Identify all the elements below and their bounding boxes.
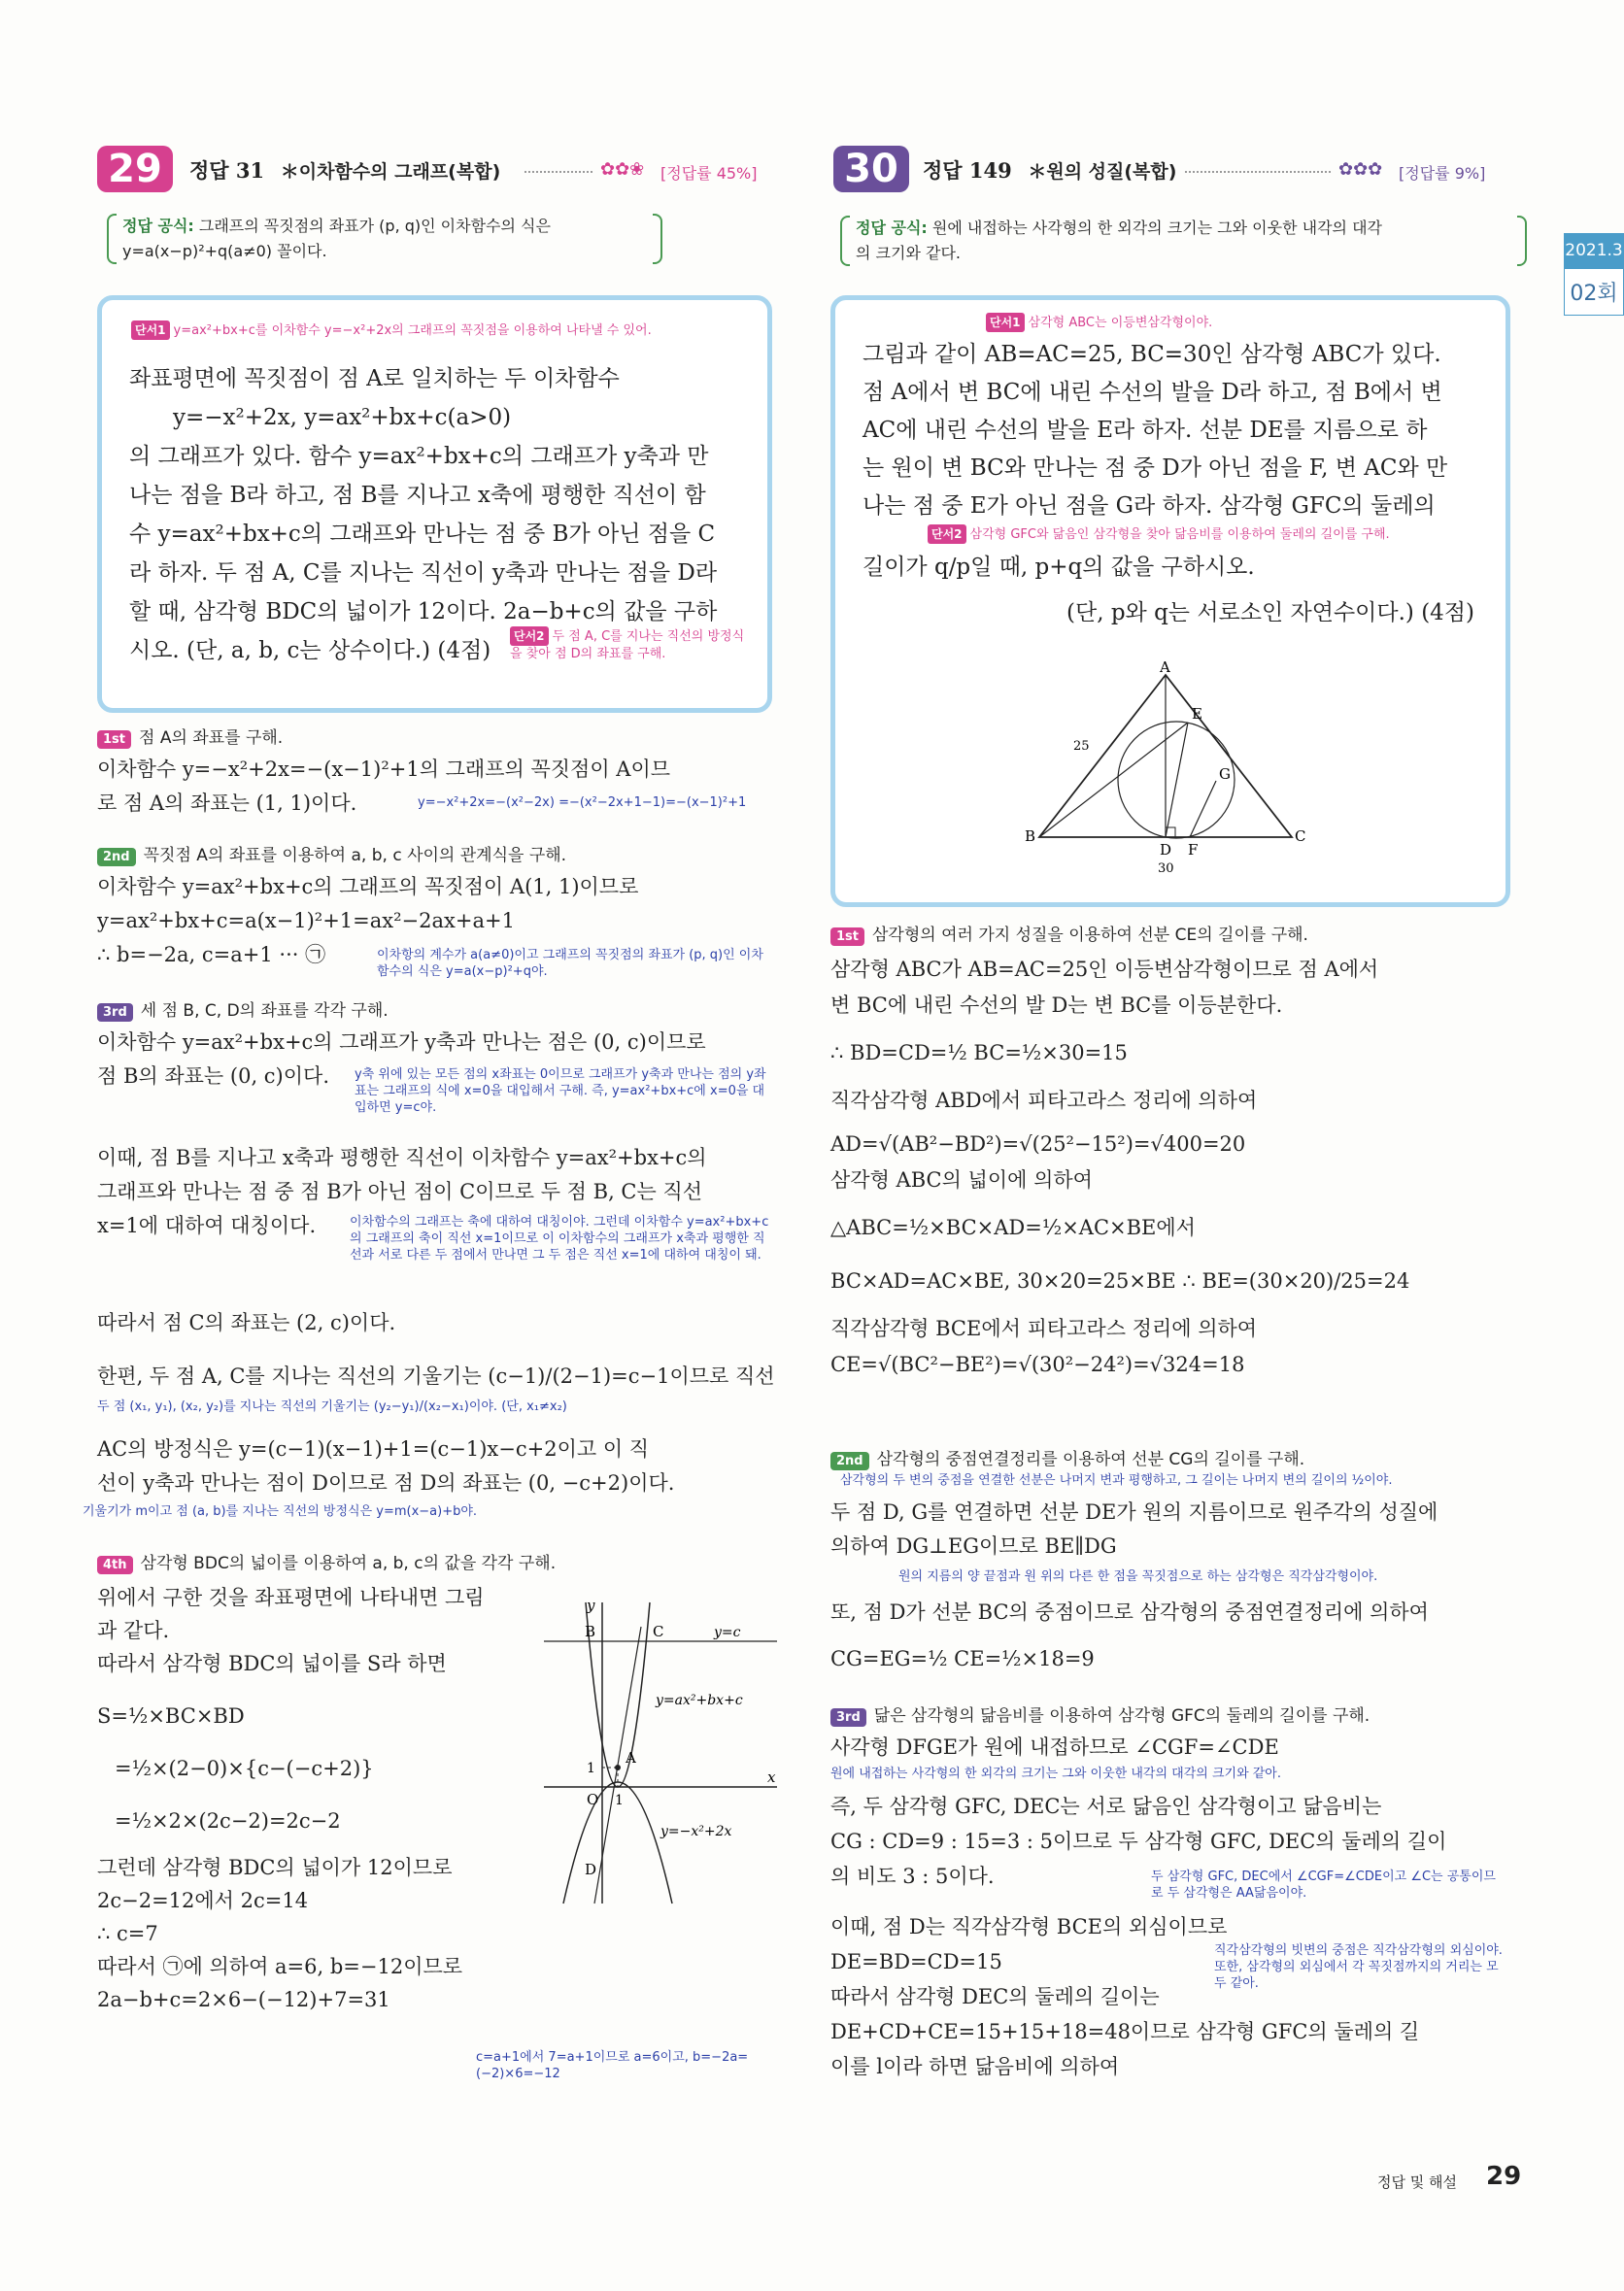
label-base: 30	[1158, 861, 1174, 876]
body-line: S=½×BC×BD	[97, 1704, 245, 1728]
hint-text: y=ax²+bx+c를 이차함수 y=−x²+2x의 그래프의 꼭짓점을 이용하여 나타낼 수 있어.	[173, 323, 652, 338]
answer-29: 정답 31	[189, 158, 265, 183]
body-line: 위에서 구한 것을 좌표평면에 나타내면 그림	[97, 1586, 485, 1609]
label-a: A	[1160, 658, 1170, 676]
rate-29: [정답률 45%]	[660, 164, 758, 183]
hint-29-1	[131, 320, 694, 340]
step-badge: 4th	[97, 1556, 133, 1574]
problem-line: 나는 점을 B라 하고, 점 B를 지나고 x축에 평행한 직선이 함	[129, 483, 706, 508]
label-b: B	[1025, 827, 1036, 845]
body-line: 또, 점 D가 선분 BC의 중점이므로 삼각형의 중점연결정리에 의하여	[830, 1600, 1429, 1624]
s29-3-note2: 이차함수의 그래프는 축에 대하여 대칭이야. 그런데 이차함수 y=ax²+bx+c의 그래프의 축이 직선 x=1이므로 이 이차함수의 그래프가 x축과 평행한 직선과 서로 다른 두 점에서 만나면 그 두 점은 직선 x=1에 대하여 대칭이 돼.	[350, 1215, 769, 1263]
dots-29	[524, 171, 592, 173]
s29-4-body	[97, 1581, 524, 2016]
step-30-1	[830, 921, 1308, 946]
formula-30	[840, 216, 1527, 266]
s30-3-body3	[830, 1909, 1510, 2084]
problem-line: 그림과 같이 AB=AC=25, BC=30인 삼각형 ABC가 있다.	[863, 342, 1441, 367]
step-29-2	[97, 841, 566, 866]
hint-tag: 단서1	[131, 320, 170, 340]
body-line: 2a−b+c=2×6−(−12)+7=31	[97, 1988, 390, 2011]
topic-29: ＊이차함수의 그래프(복합)	[280, 161, 501, 183]
s29-3-body5	[97, 1432, 777, 1500]
step-29-4	[97, 1549, 556, 1574]
label-curve1: y=ax²+bx+c	[656, 1693, 743, 1708]
body-line: 의 비도 3 : 5이다.	[830, 1865, 995, 1888]
body-line: 삼각형 ABC의 넓이에 의하여	[830, 1168, 1093, 1192]
body-line: △ABC=½×BC×AD=½×AC×BE에서	[830, 1216, 1196, 1239]
body-line: 이때, 점 B를 지나고 x축과 평행한 직선이 이차함수 y=ax²+bx+c의	[97, 1146, 707, 1169]
label-x: x	[767, 1769, 776, 1786]
problem-line: 라 하자. 두 점 A, C를 지나는 직선이 y축과 만나는 점을 D라	[129, 560, 718, 586]
label-o: O	[587, 1791, 599, 1808]
formula-line: 의 크기와 같다.	[856, 244, 961, 262]
difficulty-29: ✿✿❀	[600, 159, 645, 180]
body-line: x=1에 대하여 대칭이다.	[97, 1214, 317, 1237]
body-line: 변 BC에 내린 수선의 발 D는 변 BC를 이등분한다.	[830, 994, 1283, 1017]
label-d: D	[585, 1861, 597, 1878]
label-c: C	[653, 1623, 664, 1640]
body-line: 선이 y축과 만나는 점이 D이므로 점 D의 좌표는 (0, −c+2)이다.	[97, 1471, 675, 1495]
body-line: 2c−2=12에서 2c=14	[97, 1889, 309, 1912]
formula-label: 정답 공식:	[122, 217, 194, 235]
hint-30-1	[986, 313, 1374, 332]
body-line: y=ax²+bx+c=a(x−1)²+1=ax²−2ax+a+1	[97, 909, 515, 932]
body-line: 의하여 DG⊥EG이므로 BE∥DG	[830, 1534, 1117, 1558]
step-title: 점 A의 좌표를 구해.	[139, 728, 284, 748]
s29-3-note1: y축 위에 있는 모든 점의 x좌표는 0이므로 그래프가 y축과 만나는 점의 y좌표는 그래프의 식에 x=0을 대입해서 구해. 즉, y=ax²+bx+c에 x=0을 대입하면 y=c야.	[355, 1067, 766, 1115]
step-title: 삼각형 BDC의 넓이를 이용하여 a, b, c의 값을 각각 구해.	[140, 1554, 557, 1573]
formula-label: 정답 공식:	[856, 219, 928, 237]
exam-tab	[1564, 233, 1624, 316]
problem-line: 좌표평면에 꼭짓점이 점 A로 일치하는 두 이차함수	[129, 366, 620, 391]
s30-3-note1: 원에 내접하는 사각형의 한 외각의 크기는 그와 이웃한 내각의 대각의 크기와 같아.	[830, 1767, 1282, 1781]
step-title: 삼각형의 중점연결정리를 이용하여 선분 CG의 길이를 구해.	[876, 1450, 1305, 1469]
s29-4-note: c=a+1에서 7=a+1이므로 a=6이고, b=−2a=(−2)×6=−12	[476, 2050, 749, 2081]
exam-year: 2021.3	[1564, 233, 1624, 268]
step-badge: 2nd	[830, 1452, 869, 1470]
label-d: D	[1160, 841, 1172, 859]
problem-line: 길이가 q/p일 때, p+q의 값을 구하시오.	[863, 555, 1255, 580]
body-line: 과 같다.	[97, 1619, 170, 1642]
step-30-3	[830, 1701, 1370, 1727]
step-29-3	[97, 996, 389, 1022]
body-line: 이차함수 y=ax²+bx+c의 그래프가 y축과 만나는 점은 (0, c)이므로	[97, 1030, 706, 1054]
step-title: 세 점 B, C, D의 좌표를 각각 구해.	[140, 1001, 389, 1021]
difficulty-30: ✿✿✿	[1338, 159, 1383, 180]
label-line-c: y=c	[714, 1625, 741, 1640]
problem-line: 점 A에서 변 BC에 내린 수선의 발을 D라 하고, 점 B에서 변	[863, 380, 1442, 405]
step-badge: 2nd	[97, 848, 136, 866]
problem-30-header	[923, 155, 1176, 185]
problem-line: y=−x²+2x, y=ax²+bx+c(a>0)	[173, 405, 512, 430]
body-line: CG=EG=½ CE=½×18=9	[830, 1647, 1095, 1670]
formula-line: 원에 내접하는 사각형의 한 외각의 크기는 그와 이웃한 내각의 대각	[931, 219, 1382, 237]
hint-tag: 단서2	[510, 626, 549, 646]
label-1x: 1	[615, 1793, 624, 1808]
body-line: ∴ b=−2a, c=a+1 ··· ㉠	[97, 943, 326, 966]
segment-de	[1166, 723, 1188, 837]
body-line: 이차함수 y=−x²+2x=−(x−1)²+1의 그래프의 꼭짓점이 A이므	[97, 758, 671, 781]
s29-1-note: y=−x²+2x=−(x²−2x) =−(x²−2x+1−1)=−(x−1)²+1	[418, 795, 747, 810]
step-title: 꼭짓점 A의 좌표를 이용하여 a, b, c 사이의 관계식을 구해.	[143, 846, 567, 865]
s30-3-body: 사각형 DFGE가 원에 내접하므로 ∠CGF=∠CDE	[830, 1735, 1279, 1759]
step-badge: 1st	[97, 730, 131, 749]
body-line: CE=√(BC²−BE²)=√(30²−24²)=√324=18	[830, 1353, 1245, 1376]
body-line: 따라서 삼각형 BDC의 넓이를 S라 하면	[97, 1652, 447, 1675]
point-a	[615, 1765, 621, 1770]
label-c: C	[1295, 827, 1306, 845]
body-line: ∴ c=7	[97, 1922, 158, 1945]
topic-30: ＊원의 성질(복합)	[1028, 161, 1177, 183]
problem-30-text	[863, 336, 1494, 632]
body-line: CG : CD=9 : 15=3 : 5이므로 두 삼각형 GFC, DEC의 둘레의 길이	[830, 1830, 1447, 1853]
problem-29-header	[189, 155, 500, 185]
body-line: 직각삼각형 BCE에서 피타고라스 정리에 의하여	[830, 1317, 1258, 1340]
s30-2-body2	[830, 1593, 1510, 1678]
body-line: AC의 방정식은 y=(c−1)(x−1)+1=(c−1)x−c+2이고 이 직	[97, 1437, 650, 1461]
body-line: 두 점 D, G를 연결하면 선분 DE가 원의 지름이므로 원주각의 성질에	[830, 1500, 1438, 1524]
label-y: y	[587, 1597, 595, 1614]
body-line: DE=BD=CD=15	[830, 1950, 1002, 1973]
body-line: =½×2×(2c−2)=2c−2	[115, 1809, 341, 1833]
hint-tag: 단서1	[986, 313, 1025, 332]
problem-line: 시오. (단, a, b, c는 상수이다.) (4점)	[129, 638, 491, 663]
hint-text: 삼각형 ABC는 이등변삼각형이야.	[1028, 316, 1213, 330]
body-line: 점 B의 좌표는 (0, c)이다.	[97, 1064, 329, 1088]
problem-30-number: 30	[833, 146, 909, 192]
body-line: 직각삼각형 ABD에서 피타고라스 정리에 의하여	[830, 1089, 1258, 1112]
body-line: 그런데 삼각형 BDC의 넓이가 12이므로	[97, 1856, 453, 1879]
label-curve2: y=−x²+2x	[660, 1824, 732, 1839]
hint-text: 두 점 A, C를 지나는 직선의 방정식을 찾아 점 D의 좌표를 구해.	[510, 629, 745, 661]
formula-line: y=a(x−p)²+q(a≠0) 꼴이다.	[122, 242, 327, 260]
body-line: 삼각형 ABC가 AB=AC=25인 이등변삼각형이므로 점 A에서	[830, 958, 1379, 981]
label-f: F	[1188, 841, 1199, 859]
label-e: E	[1192, 705, 1202, 723]
dots-30	[1185, 171, 1331, 173]
s29-3-note3: 두 점 (x₁, y₁), (x₂, y₂)를 지나는 직선의 기울기는 (y₂−y₁)/(x₂−x₁)이야. (단, x₁≠x₂)	[97, 1399, 567, 1414]
s29-3-note4: 기울기가 m이고 점 (a, b)를 지나는 직선의 방정식은 y=m(x−a)+b야.	[83, 1504, 478, 1519]
s30-2-note1: 삼각형의 두 변의 중점을 연결한 선분은 나머지 변과 평행하고, 그 길이는 나머지 변의 길이의 ½이야.	[840, 1473, 1393, 1488]
step-badge: 3rd	[830, 1708, 866, 1727]
page-number: 29	[1486, 2162, 1522, 2191]
problem-line: 수 y=ax²+bx+c의 그래프와 만나는 점 중 B가 아닌 점을 C	[129, 522, 716, 547]
body-line: 따라서 삼각형 DEC의 둘레의 길이는	[830, 1985, 1160, 2008]
label-g: G	[1219, 765, 1231, 783]
body-line: 즉, 두 삼각형 GFC, DEC는 서로 닮음인 삼각형이고 닮음비는	[830, 1795, 1382, 1818]
hint-tag: 단서2	[928, 524, 966, 544]
body-line: 로 점 A의 좌표는 (1, 1)이다.	[97, 792, 357, 815]
footer-label: 정답 및 해설	[1377, 2173, 1457, 2191]
step-30-2	[830, 1445, 1304, 1470]
hint-30-2	[928, 524, 1491, 544]
graph-29	[524, 1593, 777, 1904]
problem-line: 할 때, 삼각형 BDC의 넓이가 12이다. 2a−b+c의 값을 구하	[129, 599, 718, 624]
problem-line: AC에 내린 수선의 발을 E라 하자. 선분 DE를 지름으로 하	[863, 418, 1428, 443]
hint-text: 삼각형 GFC와 닮음인 삼각형을 찾아 닮음비를 이용하여 둘레의 길이를 구해.	[969, 527, 1390, 542]
exam-round: 02회	[1564, 268, 1624, 316]
s29-3-body4: 한편, 두 점 A, C를 지나는 직선의 기울기는 (c−1)/(2−1)=c−1이므로 직선	[97, 1364, 775, 1388]
label-b: B	[585, 1623, 596, 1640]
triangle-figure-30	[1025, 660, 1306, 884]
problem-line: 의 그래프가 있다. 함수 y=ax²+bx+c의 그래프가 y축과 만	[129, 444, 709, 469]
s30-1-body	[830, 952, 1510, 1383]
body-line: 따라서 ㉠에 의하여 a=6, b=−12이므로	[97, 1955, 463, 1978]
body-line: ∴ BD=CD=½ BC=½×30=15	[830, 1041, 1128, 1064]
label-1y: 1	[587, 1761, 595, 1776]
problem-line: (단, p와 q는 서로소인 자연수이다.) (4점)	[1066, 600, 1474, 625]
rate-30: [정답률 9%]	[1399, 164, 1486, 183]
s30-3-note3: 직각삼각형의 빗변의 중점은 직각삼각형의 외심이야. 또한, 삼각형의 외심에서 각 꼭짓점까지의 거리는 모두 같아.	[1214, 1943, 1503, 1991]
formula-29	[107, 214, 662, 264]
problem-29-text	[129, 359, 751, 670]
formula-line: 그래프의 꼭짓점의 좌표가 (p, q)인 이차함수의 식은	[198, 217, 551, 235]
label-a: A	[626, 1749, 636, 1767]
body-line: 그래프와 만나는 점 중 점 B가 아닌 점이 C이므로 두 점 B, C는 직선	[97, 1180, 703, 1203]
s30-2-note2: 원의 지름의 양 끝점과 원 위의 다른 한 점을 꼭짓점으로 하는 삼각형은 직각삼각형이야.	[898, 1569, 1378, 1584]
label-side: 25	[1073, 739, 1090, 754]
step-title: 닮은 삼각형의 닮음비를 이용하여 삼각형 GFC의 둘레의 길이를 구해.	[873, 1706, 1370, 1726]
body-line: 이차함수 y=ax²+bx+c의 그래프의 꼭짓점이 A(1, 1)이므로	[97, 875, 639, 898]
body-line: =½×(2−0)×{c−(−c+2)}	[115, 1757, 374, 1780]
body-line: 이를 l이라 하면 닮음비에 의하여	[830, 2055, 1120, 2078]
body-line: DE+CD+CE=15+15+18=48이므로 삼각형 GFC의 둘레의 길	[830, 2020, 1420, 2043]
hint-29-2	[510, 626, 753, 663]
problem-line: 는 원이 변 BC와 만나는 점 중 D가 아닌 점을 F, 변 AC와 만	[863, 455, 1448, 481]
s29-2-note: 이차항의 계수가 a(a≠0)이고 그래프의 꼭짓점의 좌표가 (p, q)인 이차함수의 식은 y=a(x−p)²+q야.	[377, 948, 763, 979]
body-line: 이때, 점 D는 직각삼각형 BCE의 외심이므로	[830, 1915, 1228, 1938]
s29-3-body3: 따라서 점 C의 좌표는 (2, c)이다.	[97, 1311, 396, 1334]
problem-29-number: 29	[97, 146, 173, 192]
body-line: BC×AD=AC×BE, 30×20=25×BE ∴ BE=(30×20)/25=24	[830, 1269, 1410, 1293]
s30-2-body	[830, 1496, 1510, 1564]
step-title: 삼각형의 여러 가지 성질을 이용하여 선분 CE의 길이를 구해.	[872, 926, 1308, 945]
step-badge: 3rd	[97, 1003, 133, 1022]
segment-fg	[1190, 781, 1216, 837]
step-badge: 1st	[830, 927, 864, 946]
step-29-1	[97, 724, 283, 749]
s30-3-note2: 두 삼각형 GFC, DEC에서 ∠CGF=∠CDE이고 ∠C는 공통이므로 두 삼각형은 AA닮음이야.	[1151, 1870, 1496, 1901]
body-line: AD=√(AB²−BD²)=√(25²−15²)=√400=20	[830, 1132, 1246, 1156]
problem-line: 나는 점 중 E가 아닌 점을 G라 하자. 삼각형 GFC의 둘레의	[863, 493, 1436, 519]
answer-30: 정답 149	[923, 158, 1012, 183]
